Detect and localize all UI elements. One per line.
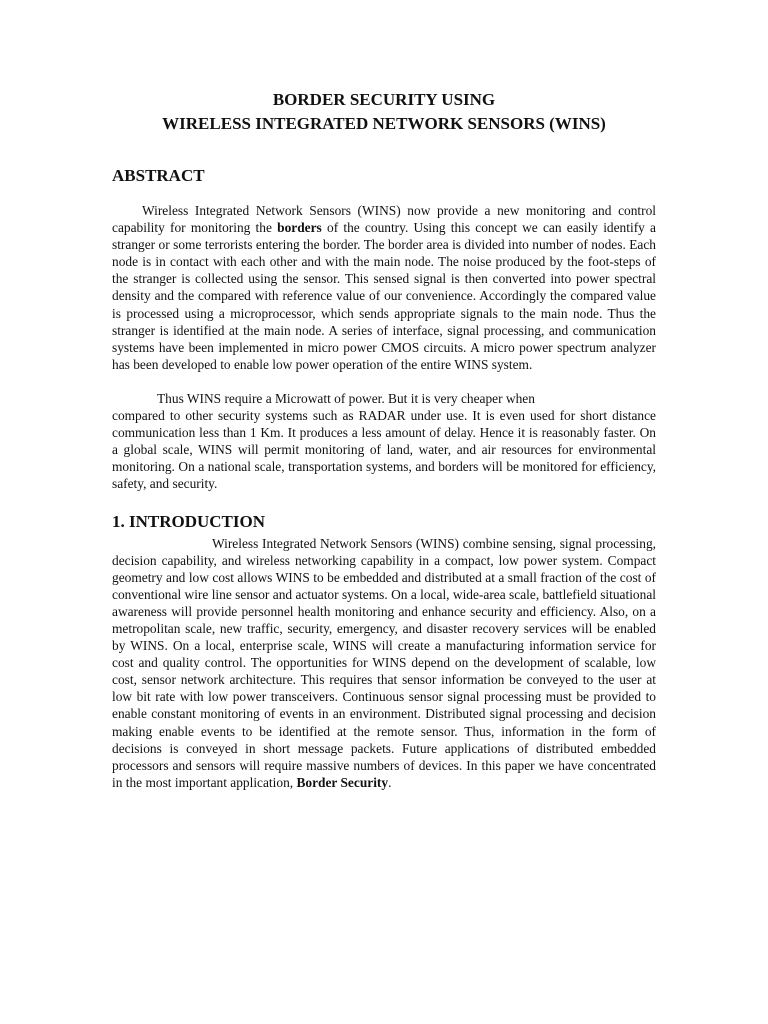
abstract-p1-text-after: of the country. Using this concept we can easily identify a stranger or some terrorists entering the border. The border area is divided into number of nodes. Each node is in contact with each other and with the main node. The noise produced by the foot-steps of the stranger is collected using the sensor. This sensed signal is then converted into power spectral density and the compared with reference value of our convenience. Accordingly the compared value is processed using a microprocessor, which sends appropriate signals to the main node. Thus the stranger is identified at the main node. A series of interface, signal processing, and communication systems have been implemented in micro power CMOS circuits. A micro power spectrum analyzer has been developed to enable low power operation of the entire WINS system. — [112, 220, 656, 372]
abstract-paragraph-2-rest: compared to other security systems such as RADAR under use. It is even used for short distance communication less than 1 Km. It produces a less amount of delay. Hence it is reasonably faster. On a global scale, WINS will permit monitoring of land, water, and air resources for environmental monitoring. On a national scale, transportation systems, and borders will be monitored for efficiency, safety, and security. — [112, 408, 656, 492]
introduction-heading: 1. INTRODUCTION — [112, 511, 266, 531]
abstract-paragraph-2-first-line: Thus WINS require a Microwatt of power. But it is very cheaper when — [157, 390, 535, 406]
intro-bold-border-security: Border Security — [296, 774, 389, 790]
paper-title — [112, 88, 656, 136]
introduction-paragraph — [112, 535, 656, 791]
document-page — [112, 88, 656, 791]
abstract-p1-text-before: Wireless Integrated Network Sensors (WINS) now provide a new monitoring and control capability for monitoring the — [112, 203, 656, 236]
intro-text-before: Wireless Integrated Network Sensors (WINS) combine sensing, signal processing, decision capability, and wireless networking capability in a compact, low power system. Compact geometry and low cost allows WINS to be embedded and distributed at a small fraction of the cost of conventional wire line sensor and actuator systems. On a local, wide-area scale, battlefield situational awareness will provide personnel health monitoring and enhance security and efficiency. Also, on a metropolitan scale, new traffic, security, emergency, and disaster recovery services will be enabled by WINS. On a local, enterprise scale, WINS will create a manufacturing information service for cost and quality control. The opportunities for WINS depend on the development of scalable, low cost, sensor network architecture. This requires that sensor information be conveyed to the user at low bit rate with low power transceivers. Continuous sensor signal processing must be provided to enable constant monitoring of events in an environment. Distributed signal processing and decision making enable events to be identified at the remote sensor. Thus, information in the form of decisions is conveyed in short message packets. Future applications of distributed embedded processors and sensors will require massive numbers of devices. In this paper we have concentrated in the most important application, — [112, 535, 656, 790]
abstract-paragraph-1 — [112, 202, 656, 373]
title-line-2: WIRELESS INTEGRATED NETWORK SENSORS (WINS) — [162, 114, 606, 133]
title-line-1: BORDER SECURITY USING — [272, 90, 496, 109]
abstract-p1-bold-borders: borders — [277, 220, 322, 236]
abstract-heading: ABSTRACT — [112, 166, 205, 185]
intro-text-after: . — [388, 774, 392, 790]
